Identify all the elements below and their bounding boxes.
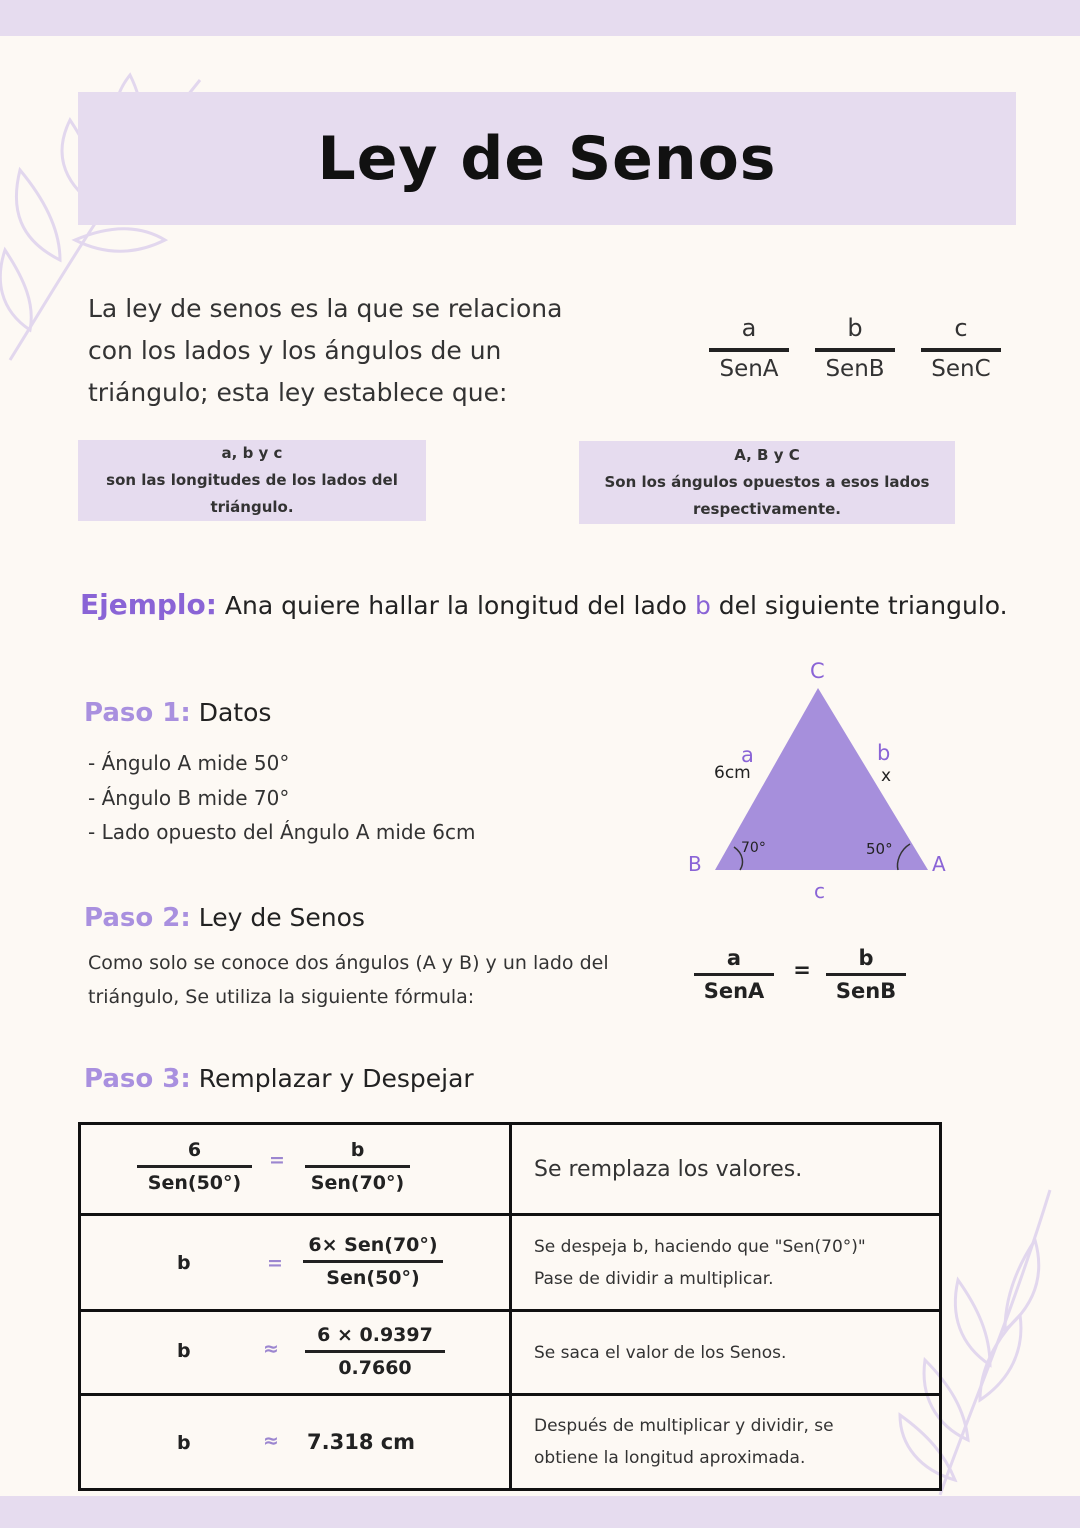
fraction-bar (305, 1165, 410, 1168)
description-line: Se despeja b, haciendo que "Sen(70°)" (534, 1236, 866, 1257)
equals-symbol: = (269, 1149, 285, 1171)
note-line: A, B y C (734, 446, 800, 464)
note-line: respectivamente. (692, 500, 842, 518)
note-line: Son los ángulos opuestos a esos lados (604, 473, 930, 491)
fraction-numerator: 6 (187, 1139, 202, 1161)
fraction-a-over-sena (694, 946, 774, 1003)
fraction-denominator: Sen(50°) (326, 1267, 420, 1289)
step2-formula (694, 946, 914, 1016)
note-line: son las longitudes de los lados del (106, 471, 398, 489)
fraction-6-over-sen50 (137, 1139, 252, 1194)
example-text-end: del siguiente triangulo. (710, 591, 1008, 620)
intro-text: La ley de senos es la que se relaciona con los lados y los ángulos de un triángulo; esta ley establece que: (88, 294, 563, 407)
fraction-bar (305, 1350, 445, 1353)
list-item: - Ángulo A mide 50° (88, 751, 290, 775)
description-cell: Se remplaza los valores. (511, 1124, 941, 1215)
equation-cell (80, 1395, 511, 1490)
fraction-numerator: 6× Sen(70°) (308, 1234, 438, 1256)
fraction-decimal (305, 1324, 445, 1379)
step3-label: Paso 3: (84, 1064, 191, 1094)
vertex-c-label: C (810, 659, 825, 683)
table-row (80, 1124, 941, 1215)
step3-heading (84, 1064, 474, 1094)
approx-symbol: ≈ (263, 1338, 279, 1360)
triangle-diagram (670, 650, 970, 910)
description-line: obtiene la longitud aproximada. (534, 1448, 806, 1468)
angles-note (579, 441, 955, 524)
description-cell: Se saca el valor de los Senos. (511, 1311, 941, 1395)
fraction-denominator: SenB (835, 979, 897, 1003)
example-statement (80, 588, 1008, 621)
step1-title: Datos (190, 698, 272, 727)
approx-symbol: ≈ (263, 1430, 279, 1452)
fraction-b-over-senb (826, 946, 906, 1003)
example-label: Ejemplo: (80, 588, 217, 621)
fraction-bar (137, 1165, 252, 1168)
fraction-bar (303, 1260, 443, 1263)
sides-note (78, 440, 426, 521)
variable-b: b (177, 1340, 191, 1362)
fraction-denominator: 0.7660 (338, 1357, 412, 1379)
table-row (80, 1311, 941, 1395)
list-item: - Ángulo B mide 70° (88, 785, 290, 810)
variable-b: b (177, 1432, 191, 1454)
table-row (80, 1395, 941, 1490)
example-text: Ana quiere hallar la longitud del lado (216, 591, 695, 620)
equation-cell (80, 1124, 511, 1215)
top-band (0, 0, 1080, 36)
example-highlight: b (694, 591, 711, 620)
variable-b: b (177, 1252, 191, 1274)
step1-label: Paso 1: (84, 698, 191, 728)
note-line: a, b y c (221, 444, 283, 462)
fraction-denominator: SenC (931, 356, 991, 382)
side-a-label: a (741, 743, 754, 767)
step2-title: Ley de Senos (190, 903, 365, 932)
fraction-numerator: b (847, 314, 863, 342)
description-line: Pase de dividir a multiplicar. (534, 1268, 774, 1289)
step3-title: Remplazar y Despejar (190, 1064, 474, 1093)
equals-sign (792, 958, 812, 982)
fraction-b (815, 314, 895, 382)
step2-explanation: Como solo se conoce dos ángulos (A y B) y un lado del triángulo, Se utiliza la siguiente fórmula: (88, 952, 609, 1008)
fraction-denominator: SenA (703, 979, 765, 1003)
fraction-numerator: a (726, 946, 742, 970)
equation-cell (80, 1311, 511, 1395)
vertex-b-label: B (688, 852, 702, 876)
fraction-numerator: 6 × 0.9397 (317, 1324, 433, 1346)
equals-symbol: = (267, 1252, 283, 1274)
fraction-a (709, 314, 789, 382)
vertex-a-label: A (932, 852, 946, 876)
fraction-bar (921, 348, 1001, 352)
note-line: triángulo. (210, 498, 294, 516)
step1-heading (84, 698, 271, 728)
fraction-denominator: Sen(70°) (310, 1172, 405, 1194)
fraction-bar (694, 973, 774, 976)
fraction-numerator: c (954, 314, 968, 342)
fraction-b-over-sen70 (305, 1139, 410, 1194)
step2-label: Paso 2: (84, 903, 191, 933)
fraction-numerator: b (350, 1139, 365, 1161)
law-of-sines-formula (709, 314, 1001, 382)
side-c-label: c (814, 879, 825, 903)
fraction-numerator: a (741, 314, 757, 342)
fraction-numerator: b (858, 946, 874, 970)
solution-table (78, 1122, 942, 1491)
fraction-bar (826, 973, 906, 976)
bottom-band (0, 1496, 1080, 1528)
angle-b-label: 70° (741, 840, 766, 856)
title-banner (78, 92, 1016, 225)
fraction-denominator: Sen(50°) (147, 1172, 242, 1194)
angle-a-label: 50° (866, 840, 893, 858)
side-a-value: 6cm (714, 763, 751, 783)
fraction-bar (815, 348, 895, 352)
fraction-6sen70-over-sen50 (303, 1234, 443, 1289)
side-b-value: x (881, 766, 892, 786)
fraction-denominator: SenA (719, 356, 779, 382)
list-item: - Lado opuesto del Ángulo A mide 6cm (88, 820, 476, 844)
result-value: 7.318 cm (307, 1430, 416, 1454)
fraction-denominator: SenB (825, 356, 885, 382)
step1-data-list (88, 746, 475, 850)
description-cell (511, 1215, 941, 1311)
step2-heading (84, 903, 365, 933)
description-line: Después de multiplicar y dividir, se (534, 1416, 834, 1436)
table-row (80, 1215, 941, 1311)
fraction-c (921, 314, 1001, 382)
description-cell (511, 1395, 941, 1490)
fraction-bar (709, 348, 789, 352)
side-b-label: b (877, 741, 891, 765)
equals-symbol: = (793, 958, 811, 982)
equation-cell (80, 1215, 511, 1311)
page-title: Ley de Senos (317, 123, 777, 194)
